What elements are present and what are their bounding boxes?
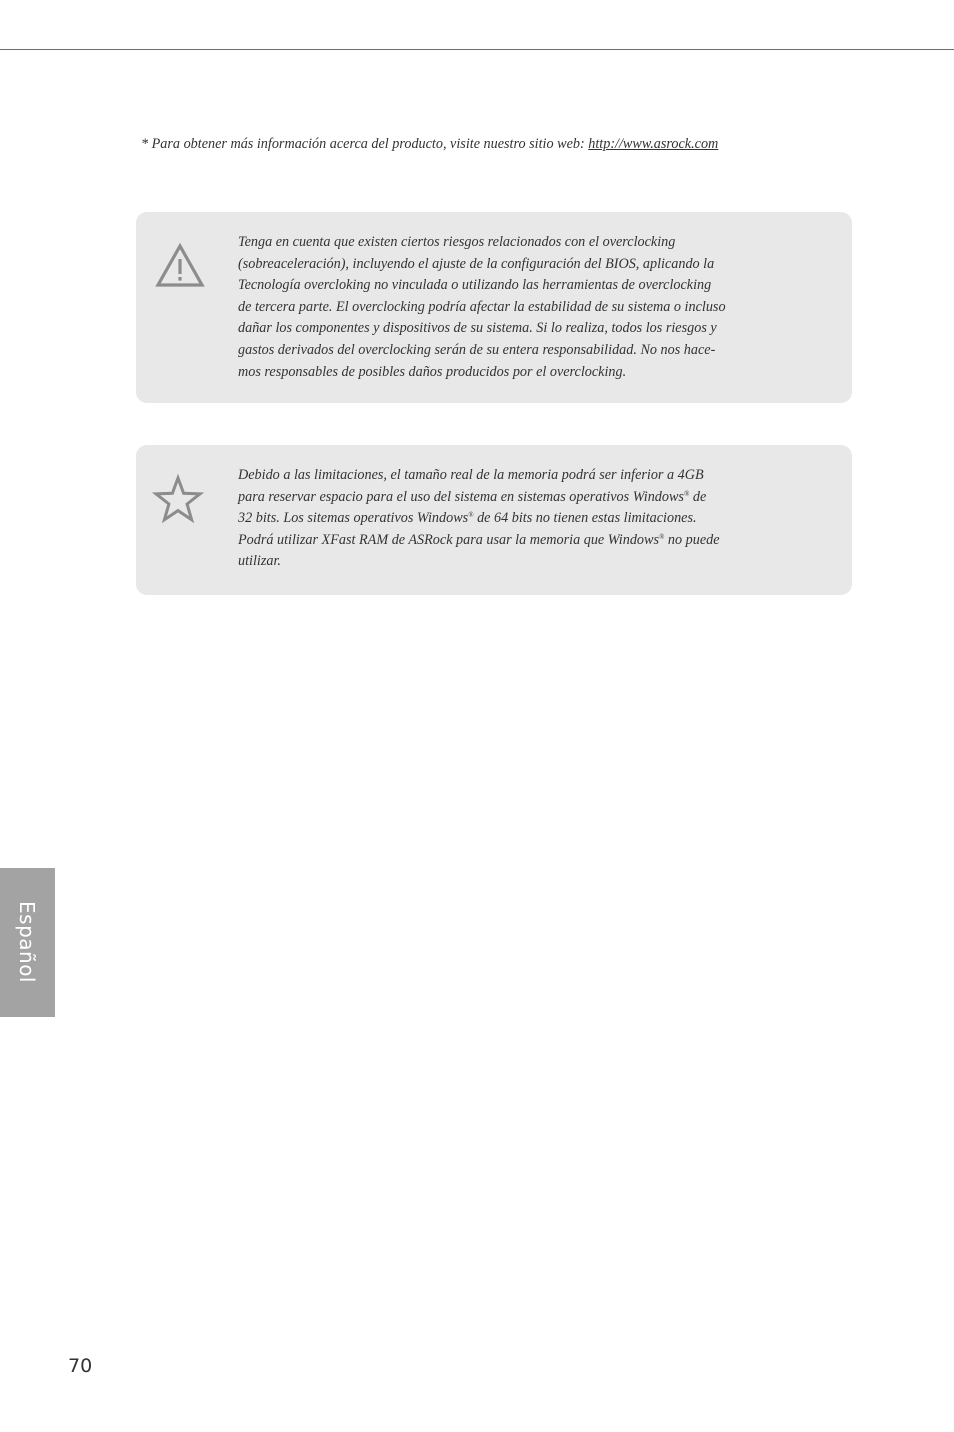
overclocking-warning-text xyxy=(238,232,798,383)
warning-line: mos responsables de posibles daños producidos por el overclocking. xyxy=(238,363,627,380)
memory-line: de 64 bits no tienen estas limitaciones. xyxy=(473,510,697,527)
warning-triangle-icon xyxy=(154,241,206,293)
memory-limitation-box xyxy=(136,445,852,595)
footnote-text: * Para obtener más información acerca del producto, visite nuestro sitio web: xyxy=(141,136,589,152)
warning-line: Tenga en cuenta que existen ciertos riesgos relacionados con el overclocking xyxy=(238,234,676,250)
asrock-website-link[interactable]: http://www.asrock.com xyxy=(588,136,719,152)
memory-line: 32 bits. Los sitemas operativos Windows xyxy=(238,510,469,527)
memory-line: utilizar. xyxy=(238,553,281,570)
page-number: 70 xyxy=(68,1355,93,1377)
star-icon xyxy=(152,474,204,526)
warning-line: gastos derivados del overclocking serán de su entera responsabilidad. No nos hace- xyxy=(238,341,716,358)
warning-line: de tercera parte. El overclocking podría afectar la estabilidad de su sistema o incluso xyxy=(238,298,726,315)
memory-line: Podrá utilizar XFast RAM de ASRock para usar la memoria que Windows xyxy=(238,531,660,548)
language-tab-label: Español xyxy=(15,901,39,983)
warning-line: (sobreaceleración), incluyendo el ajuste de la configuración del BIOS, aplicando la xyxy=(238,255,715,272)
product-info-footnote xyxy=(141,134,841,154)
memory-line: no puede xyxy=(664,531,720,548)
header-rule xyxy=(0,49,954,50)
language-side-tab xyxy=(0,868,55,1017)
overclocking-warning-box xyxy=(136,212,852,403)
registered-mark: ® xyxy=(659,532,665,541)
memory-line: para reservar espacio para el uso del sistema en sistemas operativos Windows xyxy=(238,488,684,505)
memory-line: Debido a las limitaciones, el tamaño real de la memoria podrá ser inferior a 4GB xyxy=(238,467,704,483)
warning-line: Tecnología overcloking no vinculada o utilizando las herramientas de overclocking xyxy=(238,277,712,294)
registered-mark: ® xyxy=(468,511,474,520)
memory-limitation-text xyxy=(238,465,798,573)
warning-line: dañar los componentes y dispositivos de su sistema. Si lo realiza, todos los riesgos y xyxy=(238,320,717,337)
memory-line: de xyxy=(689,488,707,505)
registered-mark: ® xyxy=(683,489,690,498)
